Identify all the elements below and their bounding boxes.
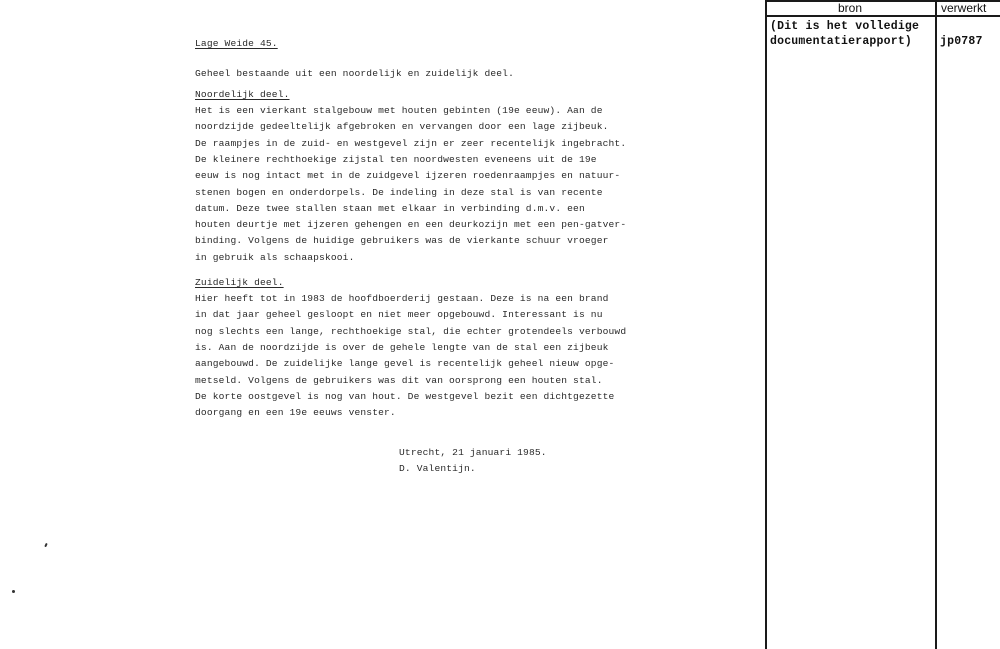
north-line: De raampjes in de zuid- en westgevel zijn er zeer recentelijk ingebracht. <box>195 137 627 149</box>
north-line: datum. Deze twee stallen staan met elkaar in verbinding d.m.v. een <box>195 202 585 214</box>
bron-text-line1: (Dit is het volledige <box>770 20 920 33</box>
column-header-divider <box>765 15 1000 17</box>
south-line: doorgang en een 19e eeuws venster. <box>195 407 396 419</box>
verwerkt-header: verwerkt <box>941 1 987 15</box>
north-line: De kleinere rechthoekige zijstal ten noordwesten eveneens uit de 19e <box>195 153 597 165</box>
south-section-heading: Zuidelijk deel. <box>195 277 284 288</box>
south-line: in dat jaar geheel gesloopt en niet meer opgebouwd. Interessant is nu <box>195 309 603 321</box>
north-line: stenen bogen en onderdorpels. De indeling in deze stal is van recente <box>195 186 603 198</box>
south-line: aangebouwd. De zuidelijke lange gevel is recentelijk geheel nieuw opge- <box>195 358 615 370</box>
signature-name: D. Valentijn. <box>399 463 476 474</box>
south-line: De korte oostgevel is nog van hout. De westgevel bezit een dichtgezette <box>195 390 615 402</box>
bron-header: bron <box>838 1 863 15</box>
north-line: Het is een vierkant stalgebouw met houten gebinten (19e eeuw). Aan de <box>195 105 603 116</box>
north-line: in gebruik als schaapskooi. <box>195 251 355 263</box>
bron-verwerkt-divider <box>935 0 937 649</box>
north-section-heading: Noordelijk deel. <box>195 89 290 100</box>
signature-place-date: Utrecht, 21 januari 1985. <box>399 447 547 458</box>
scan-speck <box>44 543 47 547</box>
north-line: binding. Volgens de huidige gebruikers was de vierkante schuur vroeger <box>195 235 609 247</box>
intro-text: Geheel bestaande uit een noordelijk en zuidelijk deel. <box>195 68 514 79</box>
address-heading: Lage Weide 45. <box>195 38 278 49</box>
north-line: houten deurtje met ijzeren gehengen en een deurkozijn met een pen-gatver- <box>195 219 627 231</box>
scan-speck <box>12 590 15 593</box>
bron-text-line2: documentatierapport) <box>770 35 913 48</box>
south-line: is. Aan de noordzijde is over de gehele lengte van de stal een zijbeuk <box>195 341 609 353</box>
verwerkt-code: jp0787 <box>940 35 983 48</box>
south-line: Hier heeft tot in 1983 de hoofdboerderij gestaan. Deze is na een brand <box>195 293 609 304</box>
south-line: metseld. Volgens de gebruikers was dit van oorsprong een houten stal. <box>195 374 603 386</box>
bron-left-border <box>765 0 767 649</box>
south-line: nog slechts een lange, rechthoekige stal, die echter grotendeels verbouwd <box>195 325 627 337</box>
north-line: noordzijde gedeeltelijk afgebroken en vervangen door een lage zijbeuk. <box>195 121 609 133</box>
north-line: eeuw is nog intact met in de zuidgevel ijzeren roedenraampjes en natuur- <box>195 170 621 182</box>
